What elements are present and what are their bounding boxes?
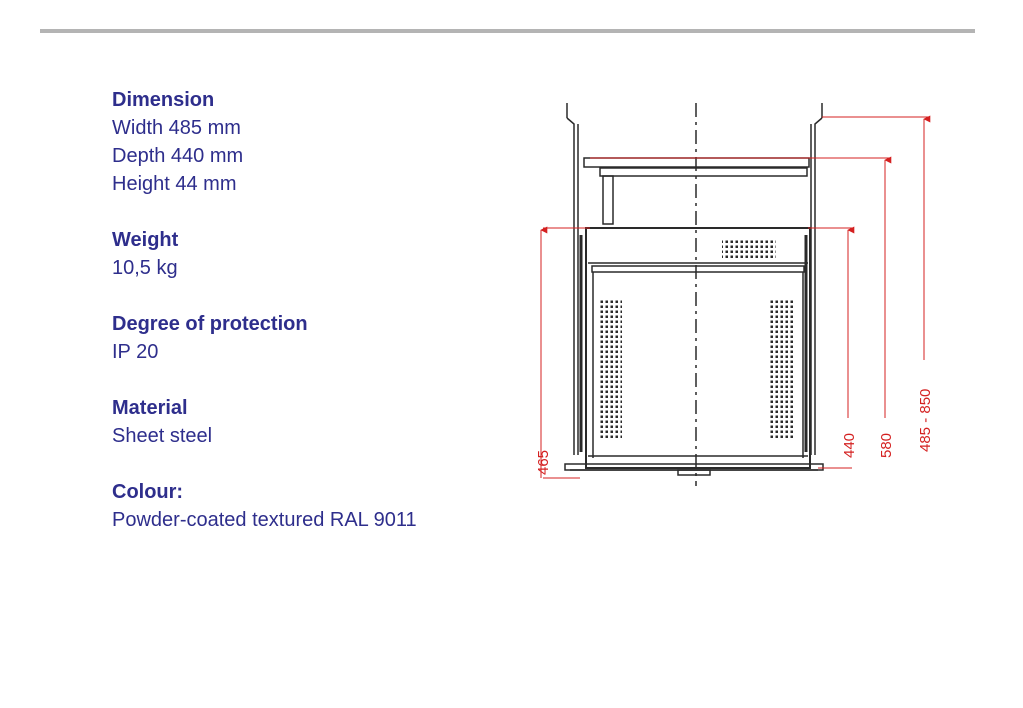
- spec-dimension: [112, 86, 512, 198]
- height-value: Height 44 mm: [112, 173, 237, 195]
- dimension-465-label: 465: [535, 449, 552, 475]
- protection-value: IP 20: [112, 341, 159, 363]
- width-value: Width 485 mm: [112, 117, 241, 139]
- technical-drawing: [525, 95, 945, 495]
- spec-colour: [112, 478, 512, 534]
- colour-value: Powder-coated textured RAL 9011: [112, 509, 417, 531]
- weight-value: 10,5 kg: [112, 257, 178, 279]
- material-value: Sheet steel: [112, 425, 213, 447]
- top-vent: [722, 240, 776, 258]
- colour-heading: Colour:: [112, 481, 184, 503]
- left-vent: [598, 298, 622, 440]
- dimension-485-850-label: 485 - 850: [917, 388, 934, 452]
- spec-protection: [112, 310, 512, 366]
- dimension-440-label: 440: [841, 432, 858, 458]
- depth-value: Depth 440 mm: [112, 145, 244, 167]
- right-vent: [769, 298, 793, 440]
- spec-weight: [112, 226, 512, 282]
- protection-heading: Degree of protection: [112, 313, 308, 335]
- spec-material: [112, 394, 512, 450]
- top-divider: [40, 29, 975, 33]
- weight-heading: Weight: [112, 229, 179, 251]
- dimension-heading: Dimension: [112, 89, 215, 111]
- material-heading: Material: [112, 397, 188, 419]
- dimension-580-label: 580: [878, 432, 895, 458]
- spec-list: [112, 86, 512, 562]
